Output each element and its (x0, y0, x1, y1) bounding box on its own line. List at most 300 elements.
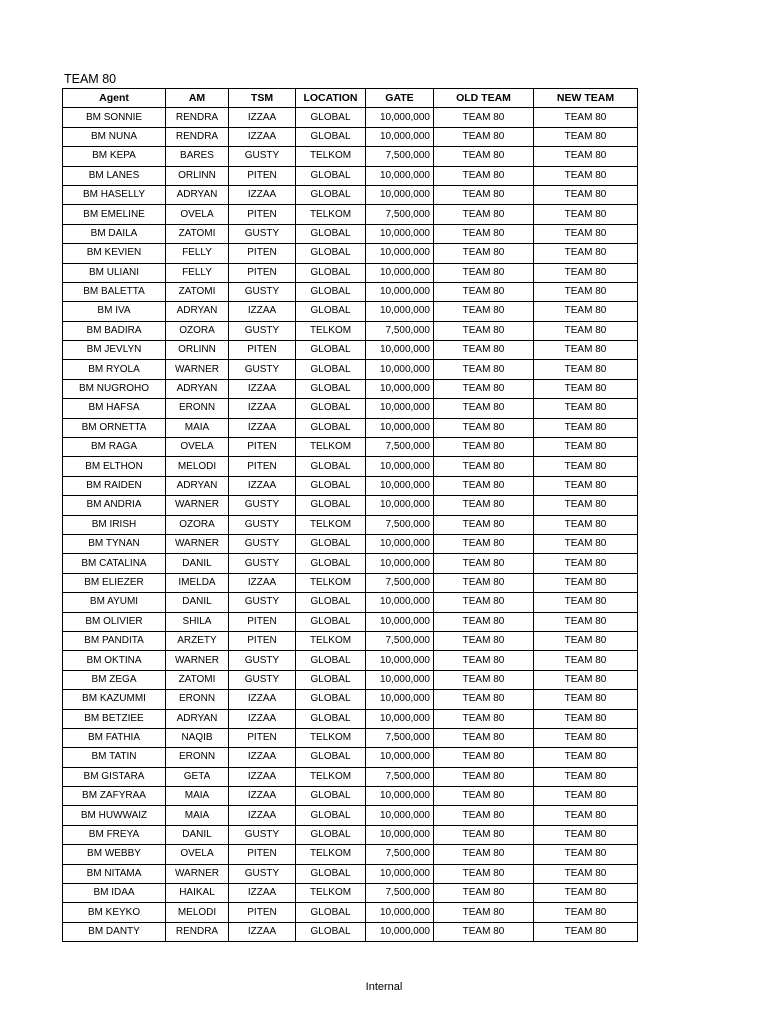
table-row (63, 418, 638, 437)
new-team-cell: TEAM 80 (534, 496, 638, 515)
old-team-cell: TEAM 80 (434, 903, 534, 922)
tsm-cell: PITEN (229, 205, 296, 224)
old-team-cell: TEAM 80 (434, 457, 534, 476)
gate-cell: 7,500,000 (366, 767, 434, 786)
location-cell: GLOBAL (296, 534, 366, 553)
old-team-cell: TEAM 80 (434, 147, 534, 166)
new-team-cell: TEAM 80 (534, 457, 638, 476)
new-team-cell: TEAM 80 (534, 845, 638, 864)
am-cell: NAQIB (166, 728, 229, 747)
location-cell: TELKOM (296, 845, 366, 864)
old-team-cell: TEAM 80 (434, 108, 534, 127)
agent-cell: BM TATIN (63, 748, 166, 767)
location-cell: GLOBAL (296, 360, 366, 379)
am-cell: OVELA (166, 438, 229, 457)
old-team-cell: TEAM 80 (434, 399, 534, 418)
am-cell: FELLY (166, 263, 229, 282)
am-cell: RENDRA (166, 922, 229, 941)
new-team-cell: TEAM 80 (534, 806, 638, 825)
am-cell: OVELA (166, 205, 229, 224)
tsm-cell: GUSTY (229, 496, 296, 515)
table-row (63, 670, 638, 689)
col-header-agent: Agent (63, 89, 166, 108)
am-cell: WARNER (166, 864, 229, 883)
tsm-cell: IZZAA (229, 418, 296, 437)
gate-cell: 7,500,000 (366, 631, 434, 650)
gate-cell: 10,000,000 (366, 864, 434, 883)
new-team-cell: TEAM 80 (534, 166, 638, 185)
table-row (63, 496, 638, 515)
old-team-cell: TEAM 80 (434, 554, 534, 573)
am-cell: ERONN (166, 690, 229, 709)
am-cell: MELODI (166, 903, 229, 922)
tsm-cell: IZZAA (229, 399, 296, 418)
old-team-cell: TEAM 80 (434, 709, 534, 728)
agent-cell: BM RAGA (63, 438, 166, 457)
am-cell: MAIA (166, 418, 229, 437)
location-cell: TELKOM (296, 205, 366, 224)
am-cell: ADRYAN (166, 302, 229, 321)
gate-cell: 7,500,000 (366, 438, 434, 457)
footer-label: Internal (365, 981, 403, 993)
tsm-cell: GUSTY (229, 282, 296, 301)
new-team-cell: TEAM 80 (534, 631, 638, 650)
gate-cell: 10,000,000 (366, 418, 434, 437)
table-row (63, 147, 638, 166)
table-row (63, 767, 638, 786)
old-team-cell: TEAM 80 (434, 282, 534, 301)
table-row (63, 205, 638, 224)
table-row (63, 244, 638, 263)
table-row (63, 302, 638, 321)
sheet-title: TEAM 80 (64, 72, 117, 86)
agent-cell: BM FATHIA (63, 728, 166, 747)
old-team-cell: TEAM 80 (434, 748, 534, 767)
new-team-cell: TEAM 80 (534, 185, 638, 204)
location-cell: GLOBAL (296, 224, 366, 243)
tsm-cell: GUSTY (229, 515, 296, 534)
agent-cell: BM DANTY (63, 922, 166, 941)
table-row (63, 845, 638, 864)
old-team-cell: TEAM 80 (434, 263, 534, 282)
table-row (63, 127, 638, 146)
tsm-cell: PITEN (229, 631, 296, 650)
agent-cell: BM OLIVIER (63, 612, 166, 631)
agent-cell: BM DAILA (63, 224, 166, 243)
new-team-cell: TEAM 80 (534, 767, 638, 786)
location-cell: GLOBAL (296, 690, 366, 709)
table-row (63, 399, 638, 418)
table-row (63, 748, 638, 767)
table-row (63, 593, 638, 612)
new-team-cell: TEAM 80 (534, 748, 638, 767)
am-cell: MAIA (166, 787, 229, 806)
tsm-cell: PITEN (229, 166, 296, 185)
old-team-cell: TEAM 80 (434, 341, 534, 360)
table-row (63, 922, 638, 941)
new-team-cell: TEAM 80 (534, 690, 638, 709)
table-row (63, 709, 638, 728)
tsm-cell: PITEN (229, 845, 296, 864)
gate-cell: 10,000,000 (366, 166, 434, 185)
old-team-cell: TEAM 80 (434, 767, 534, 786)
new-team-cell: TEAM 80 (534, 418, 638, 437)
location-cell: TELKOM (296, 147, 366, 166)
new-team-cell: TEAM 80 (534, 884, 638, 903)
agent-cell: BM KAZUMMI (63, 690, 166, 709)
agent-cell: BM NUGROHO (63, 379, 166, 398)
am-cell: WARNER (166, 534, 229, 553)
gate-cell: 7,500,000 (366, 728, 434, 747)
gate-cell: 10,000,000 (366, 748, 434, 767)
new-team-cell: TEAM 80 (534, 147, 638, 166)
agent-cell: BM JEVLYN (63, 341, 166, 360)
gate-cell: 10,000,000 (366, 554, 434, 573)
am-cell: WARNER (166, 360, 229, 379)
old-team-cell: TEAM 80 (434, 573, 534, 592)
gate-cell: 10,000,000 (366, 476, 434, 495)
agent-cell: BM RYOLA (63, 360, 166, 379)
location-cell: GLOBAL (296, 496, 366, 515)
old-team-cell: TEAM 80 (434, 244, 534, 263)
agent-cell: BM TYNAN (63, 534, 166, 553)
agent-cell: BM KEYKO (63, 903, 166, 922)
location-cell: TELKOM (296, 884, 366, 903)
am-cell: ADRYAN (166, 709, 229, 728)
agent-cell: BM OKTINA (63, 651, 166, 670)
gate-cell: 10,000,000 (366, 127, 434, 146)
agent-cell: BM ULIANI (63, 263, 166, 282)
gate-cell: 10,000,000 (366, 360, 434, 379)
location-cell: GLOBAL (296, 864, 366, 883)
agent-cell: BM ELTHON (63, 457, 166, 476)
tsm-cell: PITEN (229, 457, 296, 476)
agent-cell: BM BALETTA (63, 282, 166, 301)
old-team-cell: TEAM 80 (434, 631, 534, 650)
am-cell: WARNER (166, 651, 229, 670)
tsm-cell: IZZAA (229, 787, 296, 806)
old-team-cell: TEAM 80 (434, 127, 534, 146)
gate-cell: 10,000,000 (366, 690, 434, 709)
tsm-cell: GUSTY (229, 864, 296, 883)
new-team-cell: TEAM 80 (534, 593, 638, 612)
new-team-cell: TEAM 80 (534, 438, 638, 457)
table-row (63, 341, 638, 360)
location-cell: GLOBAL (296, 748, 366, 767)
am-cell: FELLY (166, 244, 229, 263)
gate-cell: 10,000,000 (366, 496, 434, 515)
table-row (63, 825, 638, 844)
agent-cell: BM ORNETTA (63, 418, 166, 437)
table-row (63, 379, 638, 398)
location-cell: GLOBAL (296, 476, 366, 495)
am-cell: ORLINN (166, 166, 229, 185)
location-cell: GLOBAL (296, 670, 366, 689)
gate-cell: 7,500,000 (366, 515, 434, 534)
old-team-cell: TEAM 80 (434, 321, 534, 340)
gate-cell: 10,000,000 (366, 651, 434, 670)
gate-cell: 10,000,000 (366, 825, 434, 844)
location-cell: GLOBAL (296, 418, 366, 437)
table-row (63, 282, 638, 301)
location-cell: GLOBAL (296, 185, 366, 204)
location-cell: GLOBAL (296, 806, 366, 825)
old-team-cell: TEAM 80 (434, 690, 534, 709)
tsm-cell: GUSTY (229, 670, 296, 689)
new-team-cell: TEAM 80 (534, 728, 638, 747)
team-table (62, 88, 638, 942)
location-cell: GLOBAL (296, 554, 366, 573)
table-row (63, 108, 638, 127)
old-team-cell: TEAM 80 (434, 166, 534, 185)
old-team-cell: TEAM 80 (434, 728, 534, 747)
tsm-cell: IZZAA (229, 767, 296, 786)
tsm-cell: PITEN (229, 728, 296, 747)
col-header-am: AM (166, 89, 229, 108)
new-team-cell: TEAM 80 (534, 360, 638, 379)
old-team-cell: TEAM 80 (434, 360, 534, 379)
table-body (63, 108, 638, 942)
tsm-cell: GUSTY (229, 224, 296, 243)
new-team-cell: TEAM 80 (534, 379, 638, 398)
gate-cell: 7,500,000 (366, 845, 434, 864)
new-team-cell: TEAM 80 (534, 612, 638, 631)
location-cell: GLOBAL (296, 787, 366, 806)
new-team-cell: TEAM 80 (534, 903, 638, 922)
header-row (63, 89, 638, 108)
location-cell: TELKOM (296, 573, 366, 592)
table-row (63, 806, 638, 825)
tsm-cell: PITEN (229, 341, 296, 360)
location-cell: GLOBAL (296, 593, 366, 612)
col-header-gate: GATE (366, 89, 434, 108)
am-cell: ERONN (166, 748, 229, 767)
gate-cell: 7,500,000 (366, 884, 434, 903)
tsm-cell: IZZAA (229, 748, 296, 767)
tsm-cell: IZZAA (229, 922, 296, 941)
gate-cell: 7,500,000 (366, 321, 434, 340)
agent-cell: BM KEVIEN (63, 244, 166, 263)
table-row (63, 690, 638, 709)
old-team-cell: TEAM 80 (434, 205, 534, 224)
am-cell: ZATOMI (166, 224, 229, 243)
am-cell: RENDRA (166, 108, 229, 127)
gate-cell: 10,000,000 (366, 709, 434, 728)
location-cell: TELKOM (296, 631, 366, 650)
new-team-cell: TEAM 80 (534, 302, 638, 321)
old-team-cell: TEAM 80 (434, 496, 534, 515)
agent-cell: BM WEBBY (63, 845, 166, 864)
location-cell: GLOBAL (296, 922, 366, 941)
agent-cell: BM ELIEZER (63, 573, 166, 592)
am-cell: IMELDA (166, 573, 229, 592)
old-team-cell: TEAM 80 (434, 185, 534, 204)
gate-cell: 10,000,000 (366, 224, 434, 243)
table-row (63, 263, 638, 282)
new-team-cell: TEAM 80 (534, 573, 638, 592)
location-cell: GLOBAL (296, 263, 366, 282)
gate-cell: 10,000,000 (366, 399, 434, 418)
am-cell: WARNER (166, 496, 229, 515)
agent-cell: BM IVA (63, 302, 166, 321)
gate-cell: 10,000,000 (366, 787, 434, 806)
tsm-cell: IZZAA (229, 709, 296, 728)
agent-cell: BM BETZIEE (63, 709, 166, 728)
tsm-cell: GUSTY (229, 534, 296, 553)
old-team-cell: TEAM 80 (434, 302, 534, 321)
table-row (63, 651, 638, 670)
old-team-cell: TEAM 80 (434, 651, 534, 670)
new-team-cell: TEAM 80 (534, 224, 638, 243)
old-team-cell: TEAM 80 (434, 864, 534, 883)
gate-cell: 7,500,000 (366, 573, 434, 592)
tsm-cell: IZZAA (229, 573, 296, 592)
new-team-cell: TEAM 80 (534, 108, 638, 127)
agent-cell: BM IRISH (63, 515, 166, 534)
new-team-cell: TEAM 80 (534, 341, 638, 360)
old-team-cell: TEAM 80 (434, 845, 534, 864)
table-row (63, 554, 638, 573)
tsm-cell: GUSTY (229, 651, 296, 670)
new-team-cell: TEAM 80 (534, 127, 638, 146)
tsm-cell: IZZAA (229, 690, 296, 709)
location-cell: GLOBAL (296, 399, 366, 418)
new-team-cell: TEAM 80 (534, 864, 638, 883)
tsm-cell: IZZAA (229, 476, 296, 495)
table-row (63, 573, 638, 592)
table-row (63, 438, 638, 457)
new-team-cell: TEAM 80 (534, 825, 638, 844)
location-cell: TELKOM (296, 767, 366, 786)
new-team-cell: TEAM 80 (534, 554, 638, 573)
new-team-cell: TEAM 80 (534, 399, 638, 418)
location-cell: GLOBAL (296, 651, 366, 670)
tsm-cell: PITEN (229, 438, 296, 457)
am-cell: DANIL (166, 554, 229, 573)
tsm-cell: GUSTY (229, 554, 296, 573)
old-team-cell: TEAM 80 (434, 806, 534, 825)
table-row (63, 728, 638, 747)
gate-cell: 10,000,000 (366, 282, 434, 301)
agent-cell: BM FREYA (63, 825, 166, 844)
agent-cell: BM BADIRA (63, 321, 166, 340)
table-row (63, 884, 638, 903)
old-team-cell: TEAM 80 (434, 379, 534, 398)
am-cell: ADRYAN (166, 476, 229, 495)
agent-cell: BM SONNIE (63, 108, 166, 127)
table-row (63, 185, 638, 204)
tsm-cell: IZZAA (229, 806, 296, 825)
location-cell: GLOBAL (296, 282, 366, 301)
gate-cell: 7,500,000 (366, 205, 434, 224)
gate-cell: 10,000,000 (366, 534, 434, 553)
am-cell: OVELA (166, 845, 229, 864)
location-cell: GLOBAL (296, 166, 366, 185)
old-team-cell: TEAM 80 (434, 825, 534, 844)
tsm-cell: IZZAA (229, 127, 296, 146)
new-team-cell: TEAM 80 (534, 205, 638, 224)
table-row (63, 224, 638, 243)
old-team-cell: TEAM 80 (434, 224, 534, 243)
am-cell: SHILA (166, 612, 229, 631)
new-team-cell: TEAM 80 (534, 321, 638, 340)
agent-cell: BM HAFSA (63, 399, 166, 418)
location-cell: GLOBAL (296, 612, 366, 631)
gate-cell: 10,000,000 (366, 302, 434, 321)
tsm-cell: GUSTY (229, 825, 296, 844)
old-team-cell: TEAM 80 (434, 418, 534, 437)
tsm-cell: IZZAA (229, 302, 296, 321)
new-team-cell: TEAM 80 (534, 787, 638, 806)
agent-cell: BM ZAFYRAA (63, 787, 166, 806)
tsm-cell: PITEN (229, 244, 296, 263)
tsm-cell: GUSTY (229, 321, 296, 340)
am-cell: ADRYAN (166, 185, 229, 204)
am-cell: HAIKAL (166, 884, 229, 903)
location-cell: GLOBAL (296, 379, 366, 398)
old-team-cell: TEAM 80 (434, 476, 534, 495)
location-cell: TELKOM (296, 515, 366, 534)
location-cell: GLOBAL (296, 457, 366, 476)
tsm-cell: GUSTY (229, 593, 296, 612)
agent-cell: BM PANDITA (63, 631, 166, 650)
am-cell: ADRYAN (166, 379, 229, 398)
agent-cell: BM CATALINA (63, 554, 166, 573)
am-cell: ORLINN (166, 341, 229, 360)
am-cell: DANIL (166, 825, 229, 844)
tsm-cell: PITEN (229, 263, 296, 282)
table-row (63, 321, 638, 340)
new-team-cell: TEAM 80 (534, 651, 638, 670)
old-team-cell: TEAM 80 (434, 922, 534, 941)
new-team-cell: TEAM 80 (534, 515, 638, 534)
gate-cell: 10,000,000 (366, 593, 434, 612)
am-cell: OZORA (166, 515, 229, 534)
agent-cell: BM NUNA (63, 127, 166, 146)
gate-cell: 10,000,000 (366, 379, 434, 398)
gate-cell: 7,500,000 (366, 147, 434, 166)
am-cell: MELODI (166, 457, 229, 476)
am-cell: ZATOMI (166, 670, 229, 689)
table-row (63, 787, 638, 806)
agent-cell: BM IDAA (63, 884, 166, 903)
table-row (63, 360, 638, 379)
tsm-cell: IZZAA (229, 379, 296, 398)
agent-cell: BM ZEGA (63, 670, 166, 689)
gate-cell: 10,000,000 (366, 108, 434, 127)
old-team-cell: TEAM 80 (434, 438, 534, 457)
old-team-cell: TEAM 80 (434, 787, 534, 806)
agent-cell: BM HASELLY (63, 185, 166, 204)
new-team-cell: TEAM 80 (534, 282, 638, 301)
new-team-cell: TEAM 80 (534, 709, 638, 728)
gate-cell: 10,000,000 (366, 185, 434, 204)
col-header-old-team: OLD TEAM (434, 89, 534, 108)
agent-cell: BM EMELINE (63, 205, 166, 224)
location-cell: GLOBAL (296, 903, 366, 922)
location-cell: GLOBAL (296, 244, 366, 263)
old-team-cell: TEAM 80 (434, 515, 534, 534)
tsm-cell: GUSTY (229, 360, 296, 379)
table-row (63, 612, 638, 631)
tsm-cell: PITEN (229, 903, 296, 922)
agent-cell: BM RAIDEN (63, 476, 166, 495)
old-team-cell: TEAM 80 (434, 612, 534, 631)
old-team-cell: TEAM 80 (434, 670, 534, 689)
gate-cell: 10,000,000 (366, 612, 434, 631)
location-cell: TELKOM (296, 728, 366, 747)
agent-cell: BM GISTARA (63, 767, 166, 786)
